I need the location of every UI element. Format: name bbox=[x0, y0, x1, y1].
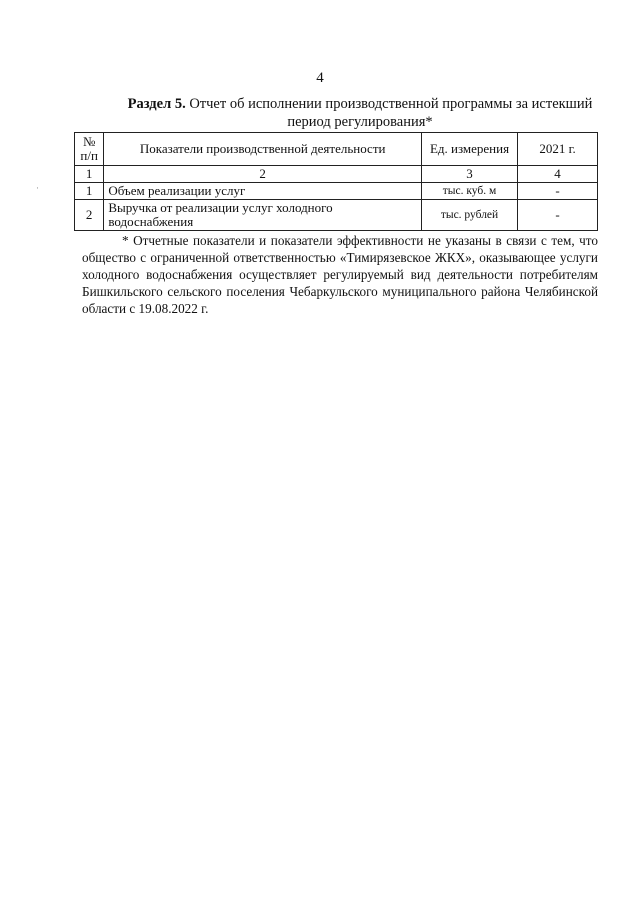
column-number-row bbox=[75, 166, 598, 183]
column-number-4: 4 bbox=[518, 166, 598, 183]
header-year: 2021 г. bbox=[518, 133, 598, 166]
production-report-table bbox=[74, 132, 598, 231]
row-num: 1 bbox=[75, 183, 104, 200]
table-row bbox=[75, 200, 598, 231]
page-number: 4 bbox=[316, 70, 324, 86]
row-unit: тыс. рублей bbox=[421, 200, 517, 231]
row-indicator: Выручка от реализации услуг холодного водоснабжения bbox=[104, 200, 422, 231]
column-number-2: 2 bbox=[104, 166, 422, 183]
footnote-text: * Отчетные показатели и показатели эффективности не указаны в связи с тем, что общество с ограниченной ответственностью «Тимирязевское ЖКХ», оказывающее услуги холодного водоснабжения осуществляет регулируемый вид деятельности потребителям Бишкильского сельского поселения Чебаркульского муниципального района Челябинской области с 19.08.2022 г. bbox=[82, 233, 598, 316]
row-value: - bbox=[518, 200, 598, 231]
column-number-3: 3 bbox=[421, 166, 517, 183]
header-unit: Ед. измерения bbox=[421, 133, 517, 166]
section-title-line1: Отчет об исполнении производственной программы за истекший bbox=[185, 96, 593, 112]
margin-mark: · bbox=[36, 183, 39, 193]
footnote bbox=[82, 232, 598, 317]
section-title bbox=[110, 95, 610, 131]
row-num: 2 bbox=[75, 200, 104, 231]
table-row bbox=[75, 183, 598, 200]
header-num: № п/п bbox=[75, 133, 104, 166]
row-value: - bbox=[518, 183, 598, 200]
column-number-1: 1 bbox=[75, 166, 104, 183]
row-unit: тыс. куб. м bbox=[421, 183, 517, 200]
table-header-row bbox=[75, 133, 598, 166]
section-label: Раздел 5. bbox=[127, 96, 186, 112]
row-indicator: Объем реализации услуг bbox=[104, 183, 422, 200]
header-indicator: Показатели производственной деятельности bbox=[104, 133, 422, 166]
section-title-line2: период регулирования* bbox=[287, 114, 433, 130]
